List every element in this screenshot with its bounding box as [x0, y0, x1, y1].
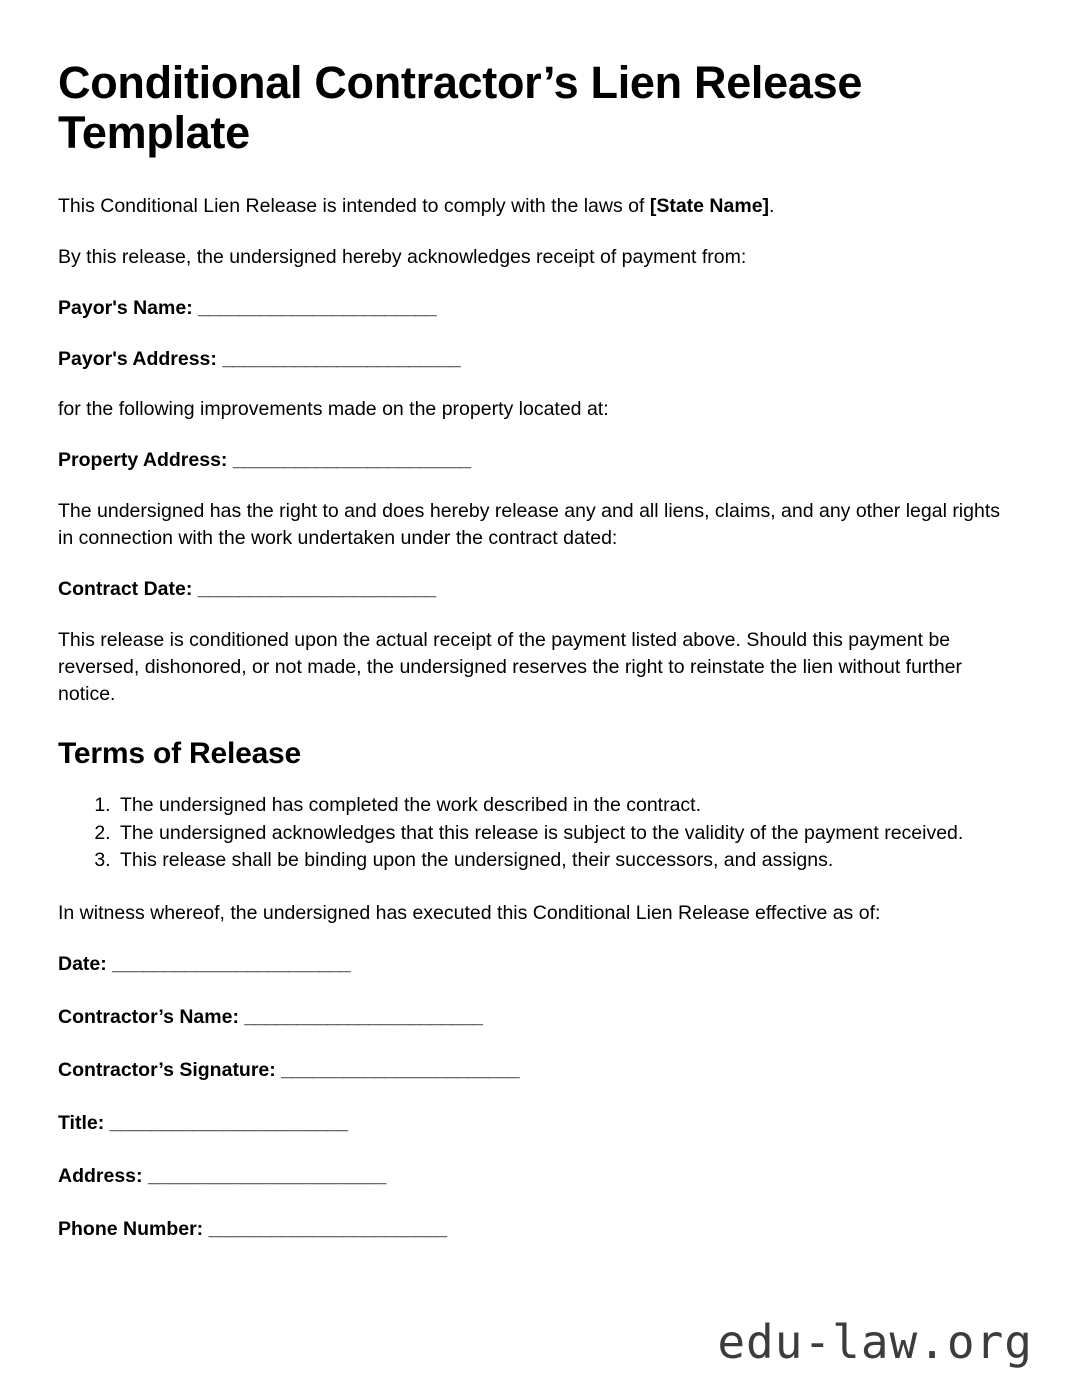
- payor-address-label: Payor's Address:: [58, 347, 217, 370]
- phone-number-field: [58, 1216, 1015, 1243]
- contractor-name-blank: _______________________: [244, 1006, 483, 1029]
- address-field: [58, 1163, 1015, 1190]
- page-title: Conditional Contractor’s Lien Release Template: [58, 57, 863, 159]
- acknowledge-paragraph: By this release, the undersigned hereby acknowledges receipt of payment from:: [58, 245, 747, 268]
- address-label: Address:: [58, 1164, 143, 1187]
- intro-text-after-state: .: [769, 194, 775, 217]
- release-rights-paragraph: The undersigned has the right to and does hereby release any and all liens, claims, and any other legal rights in connection with the work undertaken under the contract dated:: [58, 500, 1000, 550]
- list-item: 2. The undersigned acknowledges that this release is subject to the validity of the payment received.: [116, 820, 1015, 847]
- intro-paragraph: [58, 193, 1015, 220]
- contract-date-field: [58, 576, 1015, 603]
- address-blank: _______________________: [147, 1164, 386, 1187]
- contractor-name-field: [58, 1004, 1015, 1031]
- contractor-signature-blank: _______________________: [281, 1059, 520, 1082]
- payor-name-field: [58, 295, 1015, 322]
- date-label: Date:: [58, 953, 107, 976]
- site-watermark: edu-law.org: [717, 1315, 1033, 1369]
- payor-name-blank: _______________________: [198, 296, 437, 319]
- contract-date-blank: _______________________: [197, 578, 436, 601]
- contract-date-label: Contract Date:: [58, 578, 193, 601]
- title-label: Title:: [58, 1112, 105, 1134]
- improvements-paragraph: for the following improvements made on the property located at:: [58, 398, 609, 421]
- terms-list: [58, 792, 1015, 875]
- signature-block: [58, 951, 1015, 1242]
- terms-of-release-heading: Terms of Release: [58, 736, 302, 770]
- phone-number-label: Phone Number:: [58, 1217, 204, 1240]
- conditioned-paragraph: This release is conditioned upon the actual receipt of the payment listed above. Should this payment be reversed, dishonored, or not made, the undersigned reserves the right to reinstate the lien without further notice.: [58, 628, 963, 705]
- phone-number-blank: _______________________: [208, 1217, 447, 1240]
- list-item: 1. The undersigned has completed the work described in the contract.: [116, 792, 1015, 819]
- intro-text-before-state: This Conditional Lien Release is intended to comply with the laws of: [58, 194, 650, 217]
- contractor-signature-label: Contractor’s Signature:: [58, 1059, 276, 1082]
- date-field: [58, 951, 1015, 978]
- witness-paragraph: In witness whereof, the undersigned has executed this Conditional Lien Release effective as of:: [58, 902, 881, 925]
- date-blank: _______________________: [112, 953, 351, 976]
- list-item: 3. This release shall be binding upon the undersigned, their successors, and assigns.: [116, 847, 1015, 874]
- state-name-placeholder: [State Name]: [649, 194, 770, 217]
- contractor-signature-field: [58, 1057, 1015, 1084]
- property-address-blank: _______________________: [232, 449, 471, 472]
- payor-address-field: [58, 346, 1015, 373]
- property-address-field: [58, 447, 1015, 474]
- payor-address-blank: _______________________: [222, 347, 461, 370]
- title-blank: _______________________: [109, 1112, 348, 1134]
- contractor-name-label: Contractor’s Name:: [58, 1006, 239, 1029]
- title-field: [58, 1110, 1015, 1137]
- property-address-label: Property Address:: [58, 449, 228, 472]
- payor-name-label: Payor's Name:: [58, 296, 193, 319]
